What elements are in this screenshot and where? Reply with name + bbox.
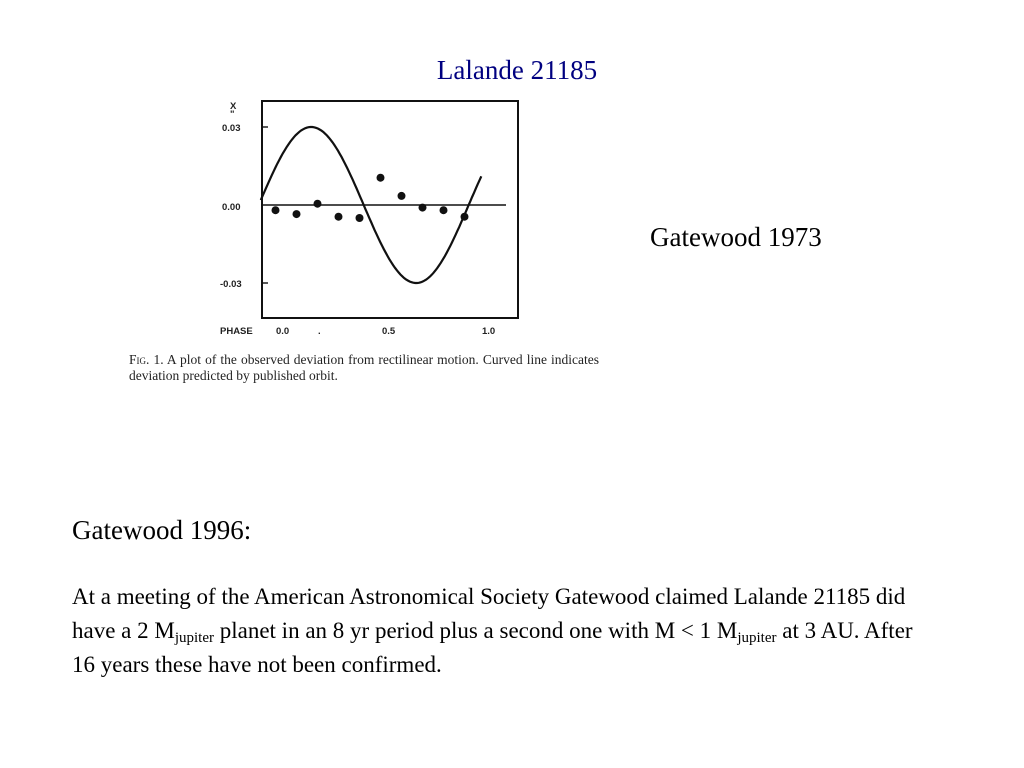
x-tick-label: .: [318, 326, 321, 337]
observed-point: [440, 206, 448, 214]
y-tick-label: 0.03: [222, 123, 241, 134]
body-text-part1: At a meeting of the American Astronomical Society Gatewood claimed Lalande 21185 did have a 2 M: [72, 584, 906, 643]
plot-frame: [262, 101, 518, 318]
body-subscript-2: jupiter: [737, 630, 777, 646]
figure-caption-label: Fig. 1.: [129, 352, 164, 367]
x-tick-label: 1.0: [482, 326, 496, 337]
side-label: Gatewood 1973: [650, 222, 822, 252]
observed-point: [377, 174, 385, 182]
slide-title: Lalande 21185: [436, 55, 598, 85]
observed-point: [293, 210, 301, 218]
observed-point: [335, 213, 343, 221]
observed-points: [272, 174, 469, 222]
x-axis-label: PHASE: [220, 326, 253, 337]
figure-gatewood-1973: [120, 95, 610, 405]
observed-point: [272, 206, 280, 214]
body-paragraph: [72, 580, 922, 682]
observed-point: [356, 214, 364, 222]
observed-point: [419, 204, 427, 212]
x-tick-label: 0.0: [276, 326, 290, 337]
y-axis-label-mark: ": [230, 109, 235, 120]
y-tick-label: 0.00: [222, 202, 241, 213]
observed-point: [398, 192, 406, 200]
y-tick-label: -0.03: [220, 279, 242, 290]
x-tick-label: 0.5: [382, 326, 396, 337]
figure-caption: [129, 352, 599, 384]
observed-point: [314, 200, 322, 208]
figure-caption-text: A plot of the observed deviation from rectilinear motion. Curved line indicates deviation predicted by published orbit.: [129, 352, 599, 383]
body-text-part3: at 3 AU. After 16 years these have not been confirmed.: [72, 618, 913, 677]
deviation-plot: [120, 95, 610, 345]
observed-point: [461, 213, 469, 221]
body-subscript-1: jupiter: [174, 630, 214, 646]
section-heading: Gatewood 1996:: [72, 515, 252, 545]
y-axis-label: X: [230, 101, 237, 112]
body-text-part2: planet in an 8 yr period plus a second one with M < 1 M: [213, 618, 738, 643]
